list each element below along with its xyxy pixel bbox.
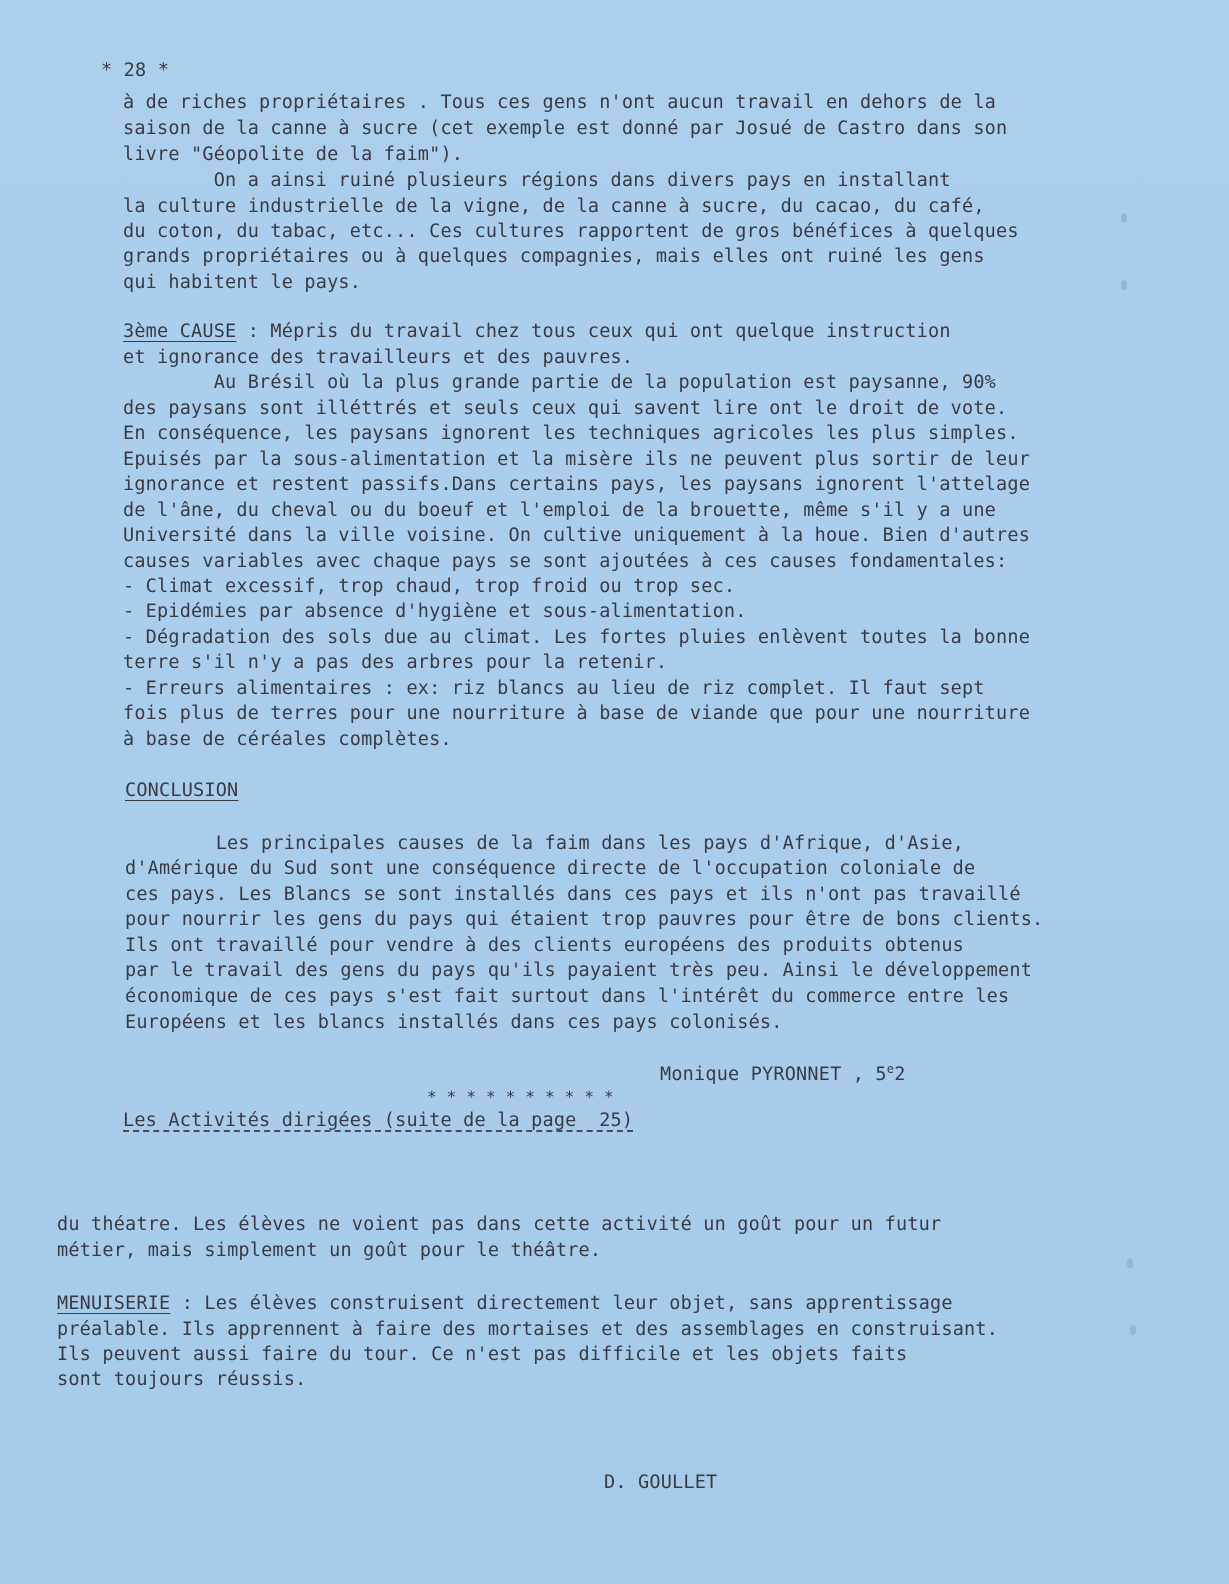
- text-line: du théatre. Les élèves ne voient pas dans cette activité un goût pour un futur: [57, 1214, 942, 1235]
- text-line: Ils peuvent aussi faire du tour. Ce n'est pas difficile et les objets faits: [57, 1344, 908, 1365]
- signature-name: Monique PYRONNET , 5: [660, 1064, 887, 1086]
- text-line: Ils ont travaillé pour vendre à des clients européens des produits obtenus: [125, 935, 965, 956]
- cause-heading-text: : Mépris du travail chez tous ceux qui ont quelque instruction: [236, 321, 951, 342]
- text-line: à base de céréales complètes.: [123, 729, 452, 750]
- conclusion-signature: [660, 1056, 906, 1088]
- text-line: qui habitent le pays.: [123, 272, 362, 293]
- signature-superscript: e: [886, 1062, 895, 1076]
- text-line: Au Brésil où la plus grande partie de la population est paysanne, 90%: [123, 372, 997, 393]
- punch-mark: [1121, 213, 1127, 223]
- text-line: livre "Géopolite de la faim").: [123, 144, 464, 165]
- text-line: pour nourrir les gens du pays qui étaient trop pauvres pour être de bons clients.: [125, 909, 1044, 930]
- page-number: * 28 *: [101, 60, 170, 81]
- text-line: saison de la canne à sucre (cet exemple est donné par Josué de Castro dans son: [123, 118, 1008, 139]
- text-line: économique de ces pays s'est fait surtout dans l'intérêt du commerce entre les: [125, 986, 1010, 1007]
- author-signature: D. GOULLET: [604, 1472, 718, 1493]
- text-line: ces pays. Les Blancs se sont installés dans ces pays et ils n'ont pas travaillé: [125, 884, 1021, 905]
- text-line: terre s'il n'y a pas des arbres pour la retenir.: [123, 652, 668, 673]
- conclusion-heading: CONCLUSION: [125, 780, 239, 801]
- cause-heading: 3ème CAUSE: [123, 321, 237, 342]
- text-line: d'Amérique du Sud sont une conséquence directe de l'occupation coloniale de: [125, 858, 976, 879]
- text-line: métier, mais simplement un goût pour le théâtre.: [57, 1240, 602, 1261]
- text-line: Les principales causes de la faim dans les pays d'Afrique, d'Asie,: [125, 833, 965, 854]
- punch-mark: [1130, 1325, 1136, 1335]
- text-line: préalable. Ils apprennent à faire des mortaises et des assemblages en construisant.: [57, 1319, 999, 1340]
- cause-heading-line: [123, 319, 951, 345]
- text-line: des paysans sont illéttrés et seuls ceux qui savent lire ont le droit de vote.: [123, 398, 1008, 419]
- menuiserie-text: : Les élèves construisent directement leur objet, sans apprentissage: [170, 1293, 953, 1314]
- text-line: et ignorance des travailleurs et des pauvres.: [123, 347, 634, 368]
- text-line: fois plus de terres pour une nourriture à base de viande que pour une nourriture: [123, 703, 1031, 724]
- menuiserie-line: [57, 1291, 953, 1317]
- text-line: par le travail des gens du pays qu'ils payaient très peu. Ainsi le développement: [125, 960, 1033, 981]
- text-line: Européens et les blancs installés dans ces pays colonisés.: [125, 1012, 783, 1033]
- list-item: - Erreurs alimentaires : ex: riz blancs au lieu de riz complet. Il faut sept: [123, 678, 985, 699]
- list-item: - Climat excessif, trop chaud, trop froid ou trop sec.: [123, 576, 736, 597]
- list-item: - Dégradation des sols due au climat. Les fortes pluies enlèvent toutes la bonne: [123, 627, 1031, 648]
- activites-heading: Les Activités dirigées (suite de la page 25): [123, 1110, 634, 1131]
- text-line: à de riches propriétaires . Tous ces gens n'ont aucun travail en dehors de la: [123, 92, 997, 113]
- punch-mark: [1121, 280, 1127, 290]
- text-line: du coton, du tabac, etc... Ces cultures rapportent de gros bénéfices à quelques: [123, 221, 1019, 242]
- text-line: En conséquence, les paysans ignorent les techniques agricoles les plus simples.: [123, 423, 1019, 444]
- text-line: grands propriétaires ou à quelques compagnies, mais elles ont ruiné les gens: [123, 246, 985, 267]
- text-line: ignorance et restent passifs.Dans certains pays, les paysans ignorent l'attelage: [123, 474, 1031, 495]
- list-item: - Epidémies par absence d'hygiène et sous-alimentation.: [123, 601, 747, 622]
- text-line: de l'âne, du cheval ou du boeuf et l'emploi de la brouette, même s'il y a une: [123, 500, 997, 521]
- text-line: Université dans la ville voisine. On cultive uniquement à la houe. Bien d'autres: [123, 525, 1031, 546]
- text-line: causes variables avec chaque pays se sont ajoutées à ces causes fondamentales:: [123, 551, 1008, 572]
- text-line: Epuisés par la sous-alimentation et la misère ils ne peuvent plus sortir de leur: [123, 449, 1031, 470]
- text-line: On a ainsi ruiné plusieurs régions dans divers pays en installant: [123, 170, 951, 191]
- punch-mark: [1127, 1258, 1133, 1268]
- menuiserie-heading: MENUISERIE: [57, 1293, 171, 1314]
- separator-stars: * * * * * * * * * *: [427, 1087, 614, 1106]
- signature-class: 2: [894, 1064, 906, 1086]
- text-line: la culture industrielle de la vigne, de la canne à sucre, du cacao, du café,: [123, 196, 985, 217]
- text-line: sont toujours réussis.: [57, 1369, 307, 1390]
